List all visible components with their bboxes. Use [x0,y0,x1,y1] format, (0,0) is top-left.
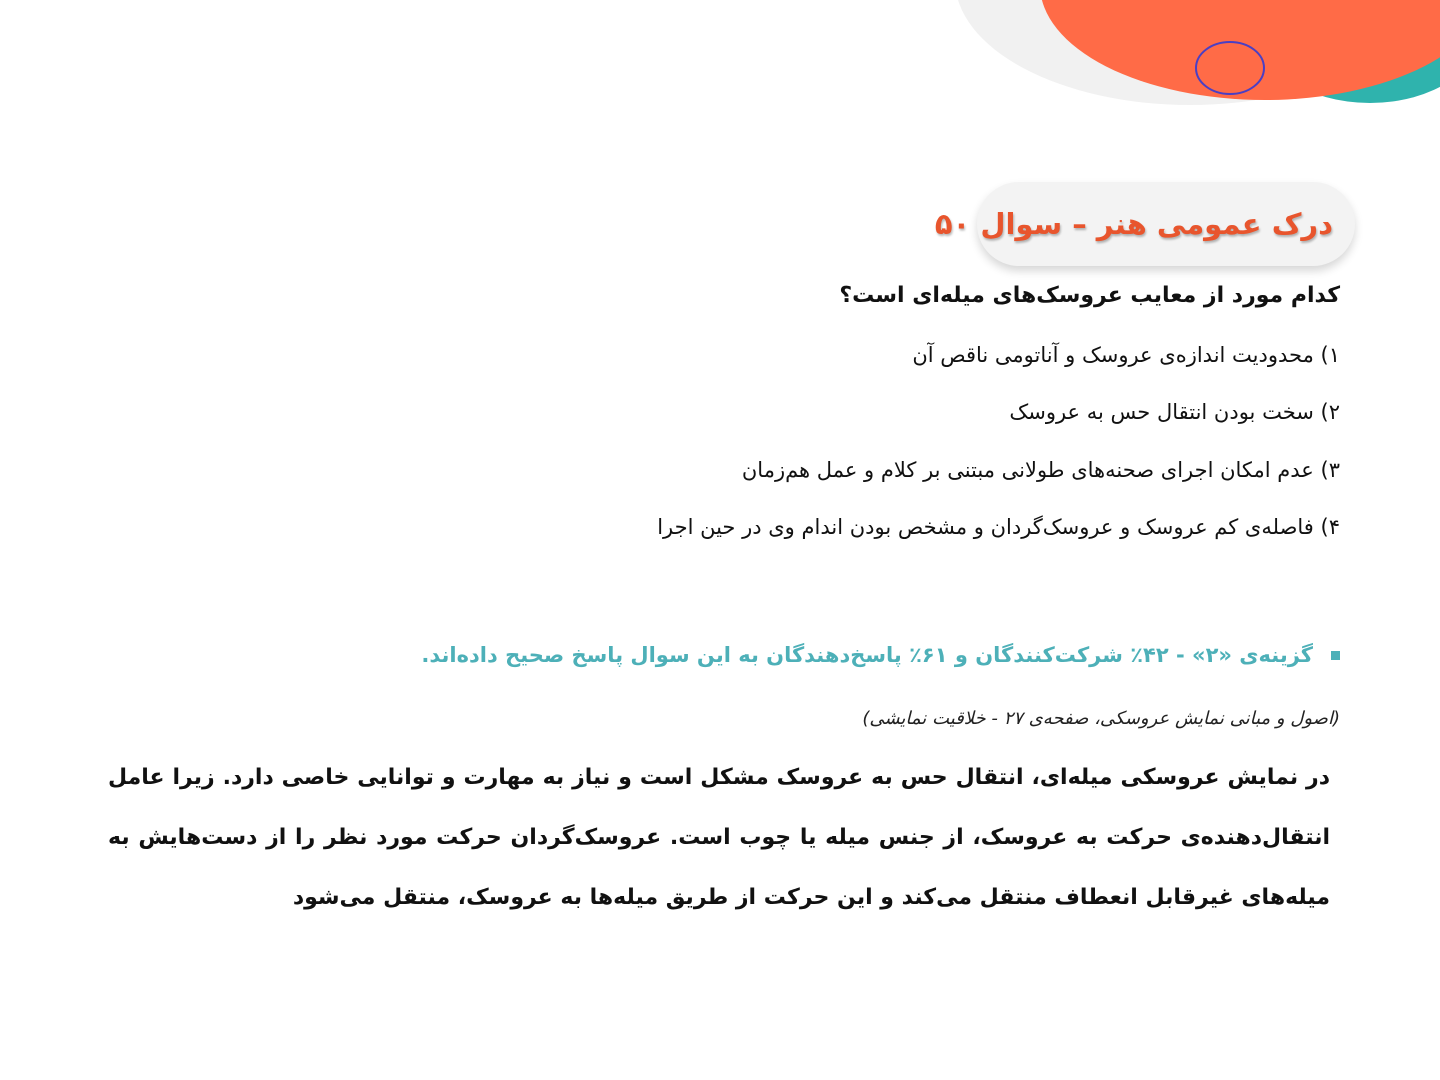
corner-decoration [0,0,1440,130]
ring-outline-shape [1196,42,1264,94]
page-title: درک عمومی هنر – سوال ۵۰ [934,207,1333,241]
option-3: ۳) عدم امکان اجرای صحنه‌های طولانی مبتنی بر کلام و عمل هم‌زمان [741,458,1340,482]
answer-text: گزینه‌ی «۲» - ۴۲٪ شرکت‌کنندگان و ۶۱٪ پاسخ‌دهندگان به این سوال پاسخ صحیح داده‌اند. [421,643,1313,667]
teal-blob-shape [1255,0,1440,103]
option-4: ۴) فاصله‌ی کم عروسک و عروسک‌گردان و مشخص بودن اندام وی در حین اجرا [657,515,1340,539]
source-reference: (اصول و مبانی نمایش عروسکی، صفحه‌ی ۲۷ - خلاقیت نمایشی) [862,708,1340,729]
answer-line [421,643,1340,667]
explanation-paragraph: در نمایش عروسکی میله‌ای، انتقال حس به عروسک مشکل است و نیاز به مهارت و توانایی خاصی دارد. زیرا عامل انتقال‌دهنده‌ی حرکت به عروسک، از جنس میله یا چوب است. عروسک‌گردان حرکت مورد نظر را از دست‌هایش به میله‌های غیرقابل انعطاف منتقل می‌کند و این حرکت از طریق میله‌ها به عروسک، منتقل می‌شود [108,765,1330,910]
orange-blob-shape [1040,0,1440,100]
option-1: ۱) محدودیت اندازه‌ی عروسک و آناتومی ناقص آن [912,343,1340,367]
question-text: کدام مورد از معایب عروسک‌های میله‌ای است؟ [839,283,1340,308]
gray-blob-shape [955,0,1425,105]
option-2: ۲) سخت بودن انتقال حس به عروسک [1009,400,1340,424]
title-pill [934,182,1355,266]
square-bullet-icon [1331,651,1340,660]
